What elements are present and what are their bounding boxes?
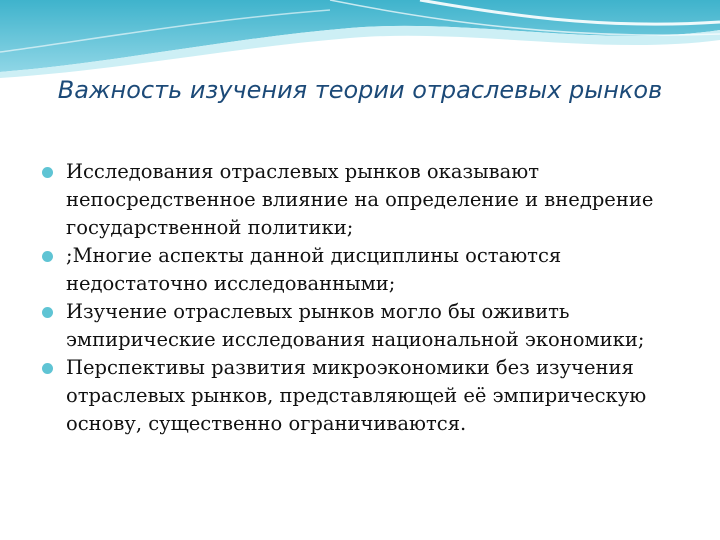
bullet-marker-icon: [42, 363, 53, 374]
header-wave-decoration: [0, 0, 720, 80]
bullet-text: ;Многие аспекты данной дисциплины остаются недостаточно исследованными;: [66, 244, 562, 295]
bullet-item: [40, 242, 690, 298]
bullet-text: Исследования отраслевых рынков оказывают непосредственное влияние на определение и внедрение государственной политики;: [66, 160, 654, 239]
bullet-item: [40, 158, 690, 242]
bullet-text: Перспективы развития микроэкономики без изучения отраслевых рынков, представляющей её эмпирическую основу, существенно ограничиваются.: [66, 356, 647, 435]
bullet-list: [40, 158, 690, 438]
bullet-marker-icon: [42, 167, 53, 178]
bullet-marker-icon: [42, 251, 53, 262]
bullet-item: [40, 298, 690, 354]
bullet-text: Изучение отраслевых рынков могло бы оживить эмпирические исследования национальной экономики;: [66, 300, 645, 351]
bullet-marker-icon: [42, 307, 53, 318]
bullet-item: [40, 354, 690, 438]
slide-title: Важность изучения теории отраслевых рынков: [57, 76, 663, 104]
